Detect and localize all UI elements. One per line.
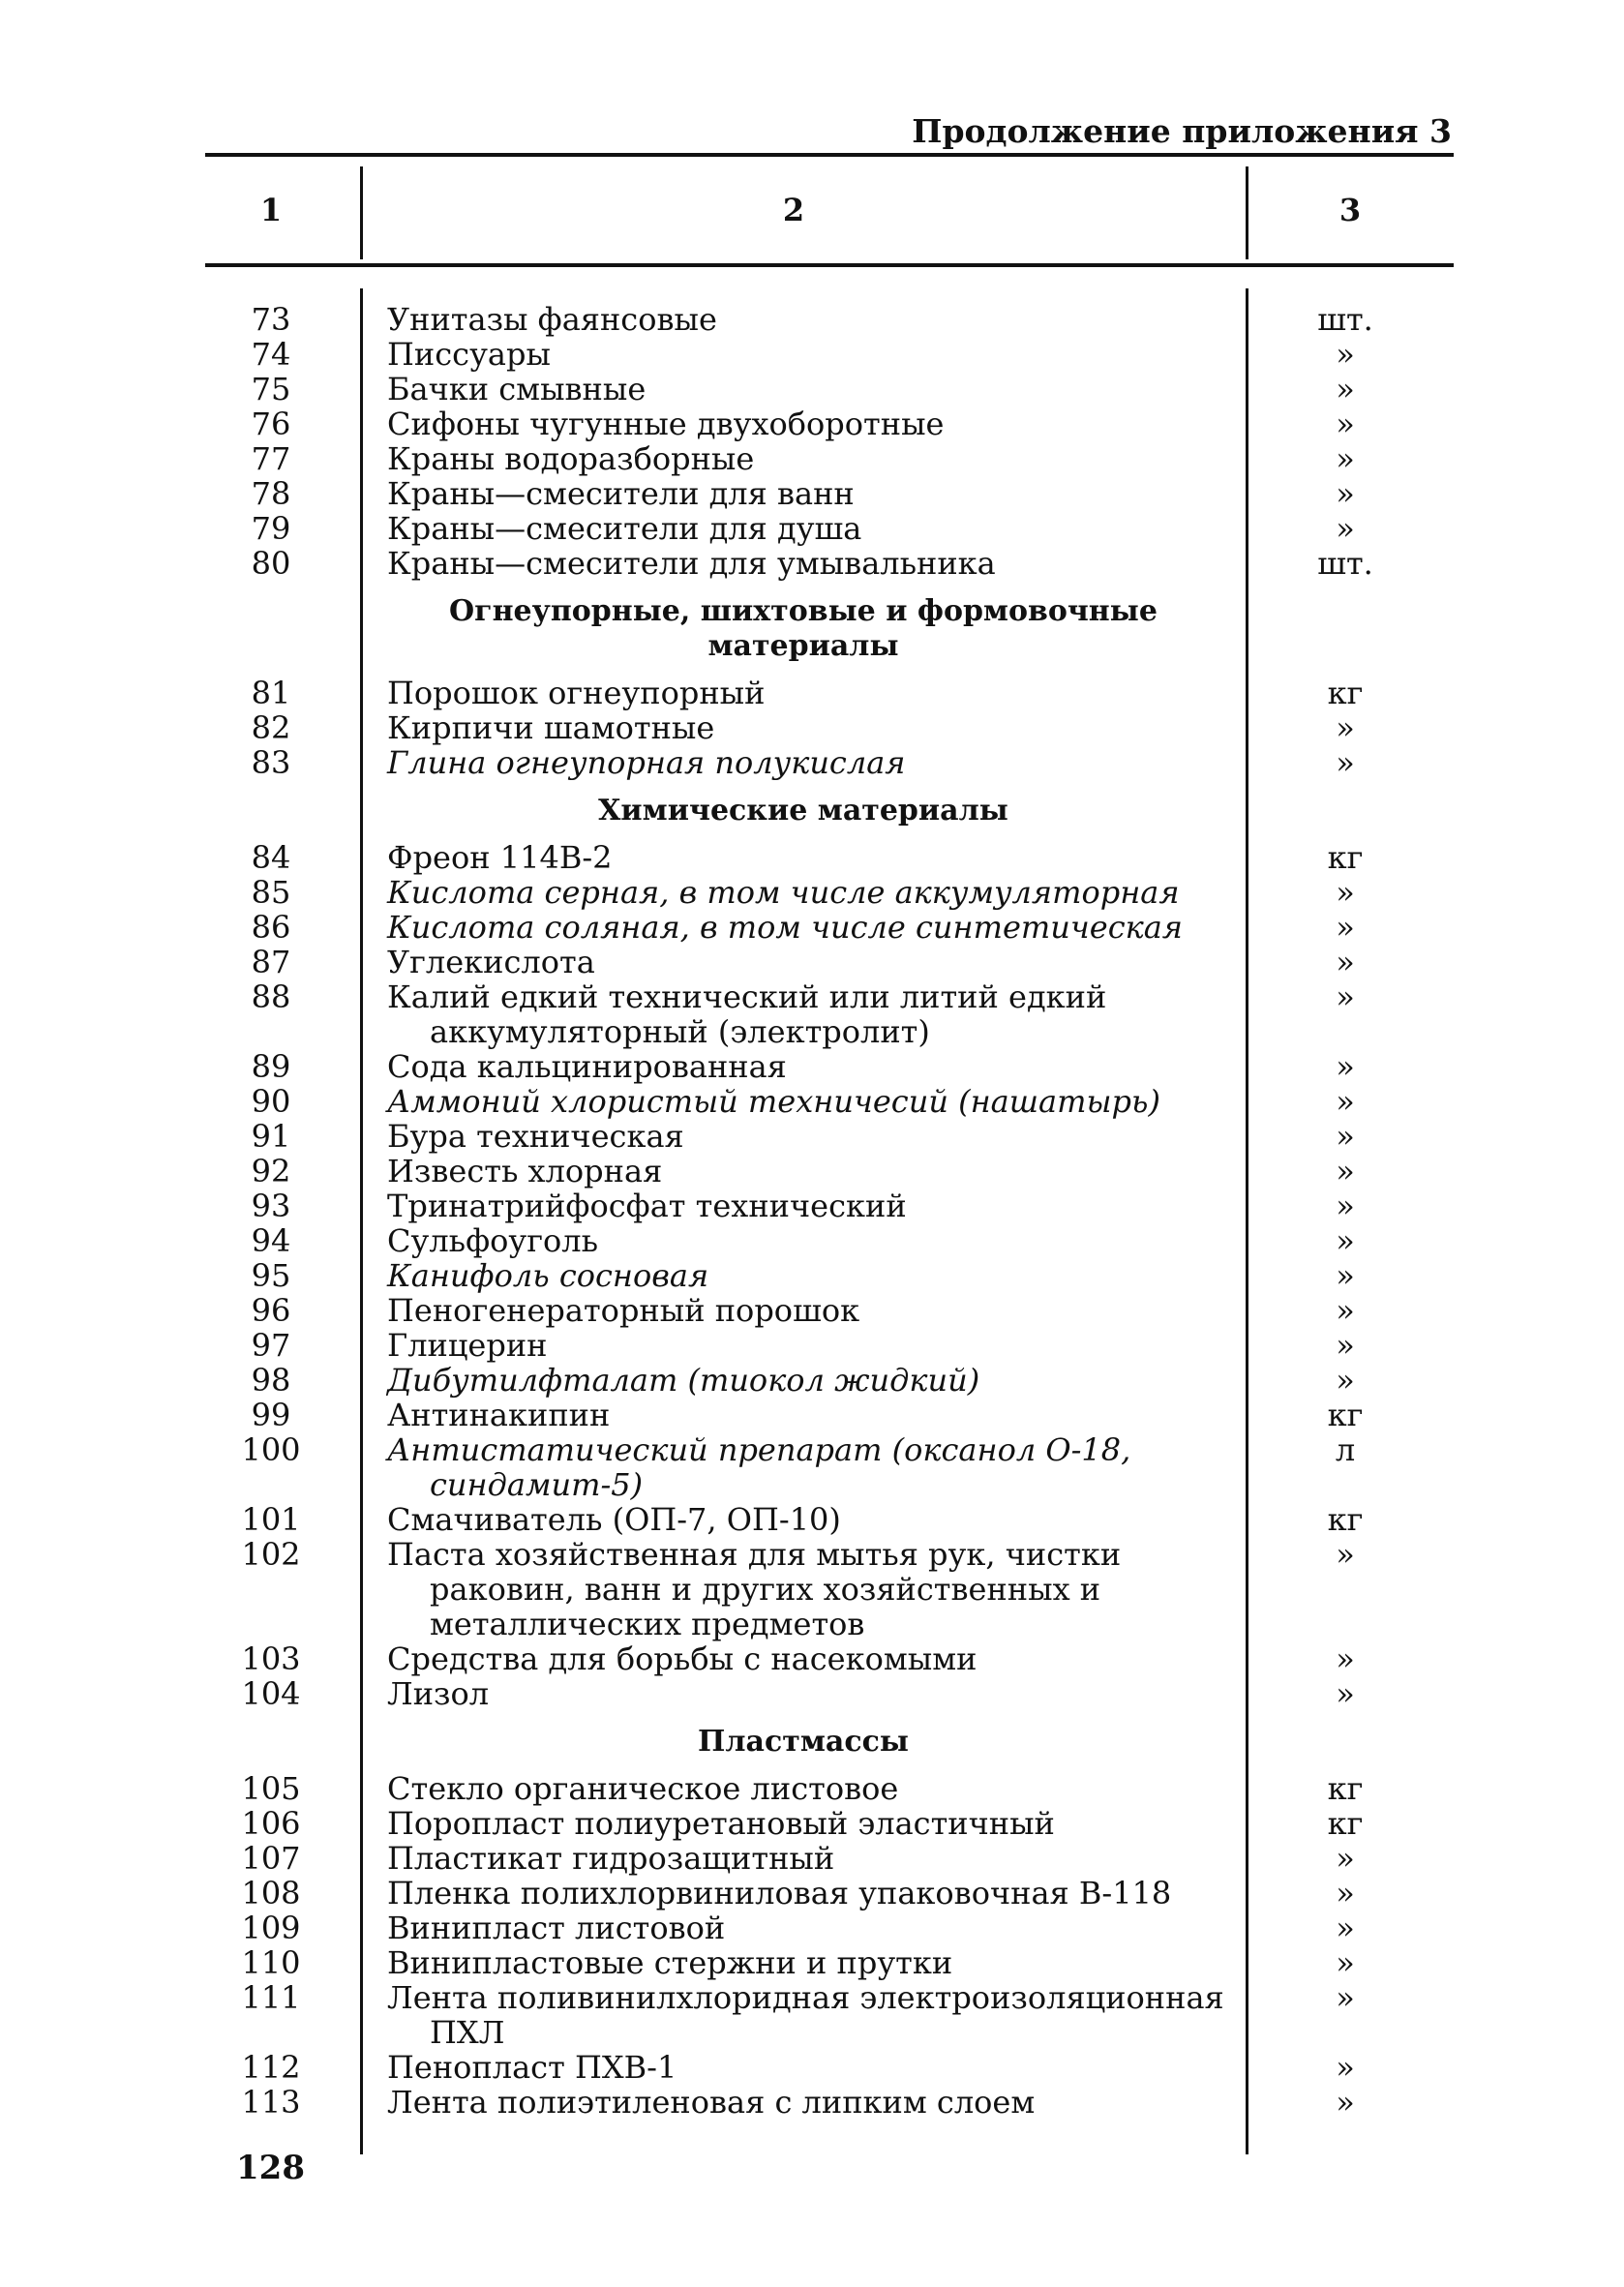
section-heading: Пластмассы: [698, 1725, 909, 1759]
table-row: [0, 1258, 1624, 1293]
row-unit: »: [1336, 2049, 1355, 2086]
row-name: Лента поливинилхлоридная электроизоляционная ПХЛ: [387, 1979, 1224, 2051]
row-unit: »: [1336, 874, 1355, 911]
row-unit: »: [1336, 336, 1355, 373]
row-name: Известь хлорная: [387, 1153, 663, 1189]
row-number: 86: [251, 909, 291, 946]
table-row: [0, 676, 1624, 710]
row-number: 84: [251, 839, 291, 876]
row-name: Смачиватель (ОП-7, ОП-10): [387, 1501, 841, 1538]
row-name: Фреон 114В-2: [387, 839, 613, 876]
row-name: Пластикат гидрозащитный: [387, 1840, 835, 1877]
row-number: 112: [241, 2049, 301, 2086]
row-number: 87: [251, 944, 291, 980]
table-row: [0, 2085, 1624, 2120]
row-number: 109: [241, 1910, 301, 1946]
table-row: [0, 1119, 1624, 1154]
row-name: Бачки смывные: [387, 371, 647, 407]
row-name: Стекло органическое листовое: [387, 1770, 899, 1807]
row-number: 102: [241, 1536, 301, 1573]
row-unit: »: [1336, 1257, 1355, 1294]
column-divider-1-top: [360, 166, 363, 259]
table-row: [0, 1806, 1624, 1841]
row-unit: »: [1336, 1675, 1355, 1712]
row-name: Антинакипин: [387, 1397, 611, 1433]
table-row: [0, 1363, 1624, 1398]
row-name: Краны—смесители для душа: [387, 510, 862, 547]
table-row: [0, 875, 1624, 910]
row-number: 103: [241, 1640, 301, 1677]
table-row: [0, 745, 1624, 780]
column-header-1: 1: [259, 192, 283, 228]
row-unit: кг: [1327, 1770, 1364, 1807]
table-row: [0, 1876, 1624, 1911]
row-number: 99: [251, 1397, 291, 1433]
row-name: Сифоны чугунные двухоборотные: [387, 406, 945, 442]
row-unit: »: [1336, 440, 1355, 477]
row-unit: »: [1336, 1840, 1355, 1877]
table-row: [0, 372, 1624, 406]
table-row: [0, 511, 1624, 546]
row-unit: »: [1336, 1083, 1355, 1120]
row-unit: »: [1336, 475, 1355, 512]
table-header-rule: [205, 263, 1454, 267]
row-number: 110: [241, 1944, 301, 1981]
row-unit: шт.: [1317, 301, 1373, 338]
row-unit: »: [1336, 978, 1355, 1015]
row-number: 76: [251, 406, 291, 442]
table-row: [0, 910, 1624, 945]
table-row: [0, 1328, 1624, 1363]
row-unit: »: [1336, 1153, 1355, 1189]
row-name: Глина огнеупорная полукислая: [387, 744, 906, 781]
row-name: Лента полиэтиленовая с липким слоем: [387, 2084, 1036, 2121]
table-row: [0, 1676, 1624, 1711]
row-unit: »: [1336, 510, 1355, 547]
table-row: [0, 1841, 1624, 1876]
row-unit: шт.: [1317, 545, 1373, 582]
row-name: Бура техническая: [387, 1118, 684, 1155]
table-row: [0, 441, 1624, 476]
row-unit: »: [1336, 371, 1355, 407]
row-name: Канифоль сосновая: [387, 1257, 709, 1294]
row-number: 100: [241, 1431, 301, 1468]
row-unit: »: [1336, 744, 1355, 781]
row-name: Унитазы фаянсовые: [387, 301, 717, 338]
row-unit: »: [1336, 1118, 1355, 1155]
row-name: Кислота серная, в том числе аккумуляторная: [387, 874, 1180, 911]
row-name: Поропласт полиуретановый эластичный: [387, 1805, 1055, 1842]
table-row: [0, 1049, 1624, 1084]
row-name: Винипласт листовой: [387, 1910, 726, 1946]
table-row: [0, 337, 1624, 372]
row-unit: кг: [1327, 1397, 1364, 1433]
row-unit: »: [1336, 406, 1355, 442]
row-unit: »: [1336, 1875, 1355, 1911]
row-number: 111: [241, 1979, 301, 2016]
table-row: [0, 1980, 1624, 2050]
row-unit: »: [1336, 1222, 1355, 1259]
table-row: [0, 1293, 1624, 1328]
row-name: Глицерин: [387, 1327, 548, 1364]
row-number: 98: [251, 1362, 291, 1399]
row-number: 74: [251, 336, 291, 373]
table-row: [0, 406, 1624, 441]
table-row: [0, 945, 1624, 979]
row-number: 96: [251, 1292, 291, 1329]
column-header-2: 2: [782, 192, 805, 228]
row-number: 104: [241, 1675, 301, 1712]
row-unit: »: [1336, 1188, 1355, 1224]
row-unit: »: [1336, 1910, 1355, 1946]
row-name: Пенопласт ПХВ-1: [387, 2049, 677, 2086]
table-row: [0, 1911, 1624, 1945]
table-row: [0, 840, 1624, 875]
row-unit: кг: [1327, 839, 1364, 876]
row-name: Сульфоуголь: [387, 1222, 598, 1259]
row-unit: »: [1336, 1292, 1355, 1329]
row-name: Сода кальцинированная: [387, 1048, 787, 1085]
row-number: 75: [251, 371, 291, 407]
row-number: 88: [251, 978, 291, 1015]
row-name: Антистатический препарат (оксанол О-18, синдамит-5): [387, 1431, 1131, 1503]
row-number: 83: [251, 744, 291, 781]
table-row: [0, 1945, 1624, 1980]
row-number: 73: [251, 301, 291, 338]
row-name: Средства для борьбы с насекомыми: [387, 1640, 977, 1677]
row-unit: кг: [1327, 1501, 1364, 1538]
continuation-header: Продолжение приложения 3: [912, 112, 1452, 150]
row-number: 82: [251, 709, 291, 746]
row-number: 79: [251, 510, 291, 547]
table-row: [0, 1641, 1624, 1676]
row-name: Калий едкий технический или литий едкий аккумуляторный (электролит): [387, 978, 1107, 1050]
section-heading: Огнеупорные, шихтовые и формовочные материалы: [449, 594, 1158, 663]
table-row: [0, 1771, 1624, 1806]
row-unit: »: [1336, 1362, 1355, 1399]
row-number: 101: [241, 1501, 301, 1538]
row-name: Дибутилфталат (тиокол жидкий): [387, 1362, 980, 1399]
row-unit: »: [1336, 1640, 1355, 1677]
table-row: [0, 1537, 1624, 1641]
row-unit: »: [1336, 1327, 1355, 1364]
row-unit: »: [1336, 1048, 1355, 1085]
table-row: [0, 1189, 1624, 1223]
row-name: Пеногенераторный порошок: [387, 1292, 860, 1329]
row-name: Тринатрийфосфат технический: [387, 1188, 907, 1224]
row-unit: л: [1335, 1431, 1356, 1468]
column-header-3: 3: [1338, 192, 1362, 228]
row-unit: »: [1336, 1536, 1355, 1573]
row-name: Краны—смесители для ванн: [387, 475, 855, 512]
row-number: 97: [251, 1327, 291, 1364]
row-name: Винипластовые стержни и прутки: [387, 1944, 953, 1981]
row-name: Лизол: [387, 1675, 490, 1712]
row-name: Писсуары: [387, 336, 551, 373]
row-number: 85: [251, 874, 291, 911]
row-number: 93: [251, 1188, 291, 1224]
row-number: 90: [251, 1083, 291, 1120]
row-number: 95: [251, 1257, 291, 1294]
table-row: [0, 1502, 1624, 1537]
table-row: [0, 710, 1624, 745]
row-unit: »: [1336, 709, 1355, 746]
row-number: 80: [251, 545, 291, 582]
row-unit: »: [1336, 1944, 1355, 1981]
table-row: [0, 1432, 1624, 1502]
row-unit: »: [1336, 1979, 1355, 2016]
row-number: 78: [251, 475, 291, 512]
table-row: [0, 546, 1624, 581]
table-body: [0, 302, 1624, 2120]
table-row: [0, 2050, 1624, 2085]
row-name: Кирпичи шамотные: [387, 709, 715, 746]
row-number: 91: [251, 1118, 291, 1155]
table-row: [0, 1223, 1624, 1258]
table-top-rule: [205, 153, 1454, 157]
row-number: 94: [251, 1222, 291, 1259]
row-unit: кг: [1327, 675, 1364, 711]
row-number: 113: [241, 2084, 301, 2121]
row-number: 107: [241, 1840, 301, 1877]
row-name: Краны водоразборные: [387, 440, 755, 477]
table-row: [0, 302, 1624, 337]
table-row: [0, 1398, 1624, 1432]
row-number: 89: [251, 1048, 291, 1085]
table-row: [0, 476, 1624, 511]
column-divider-2-top: [1246, 166, 1248, 259]
row-name: Углекислота: [387, 944, 595, 980]
row-number: 108: [241, 1875, 301, 1911]
row-number: 81: [251, 675, 291, 711]
row-name: Кислота соляная, в том числе синтетическая: [387, 909, 1183, 946]
row-unit: кг: [1327, 1805, 1364, 1842]
table-row: [0, 1084, 1624, 1119]
row-name: Порошок огнеупорный: [387, 675, 766, 711]
table-row: [0, 979, 1624, 1049]
row-number: 105: [241, 1770, 301, 1807]
section-heading: Химические материалы: [598, 794, 1008, 828]
row-unit: »: [1336, 944, 1355, 980]
row-number: 92: [251, 1153, 291, 1189]
row-number: 106: [241, 1805, 301, 1842]
page-number: 128: [236, 2149, 305, 2187]
row-name: Аммоний хлористый техничесий (нашатырь): [387, 1083, 1160, 1120]
row-unit: »: [1336, 909, 1355, 946]
row-unit: »: [1336, 2084, 1355, 2121]
row-name: Пленка полихлорвиниловая упаковочная В-118: [387, 1875, 1172, 1911]
row-name: Паста хозяйственная для мытья рук, чистки раковин, ванн и других хозяйственных и металлических предметов: [387, 1536, 1122, 1642]
row-number: 77: [251, 440, 291, 477]
row-name: Краны—смесители для умывальника: [387, 545, 996, 582]
table-row: [0, 1154, 1624, 1189]
